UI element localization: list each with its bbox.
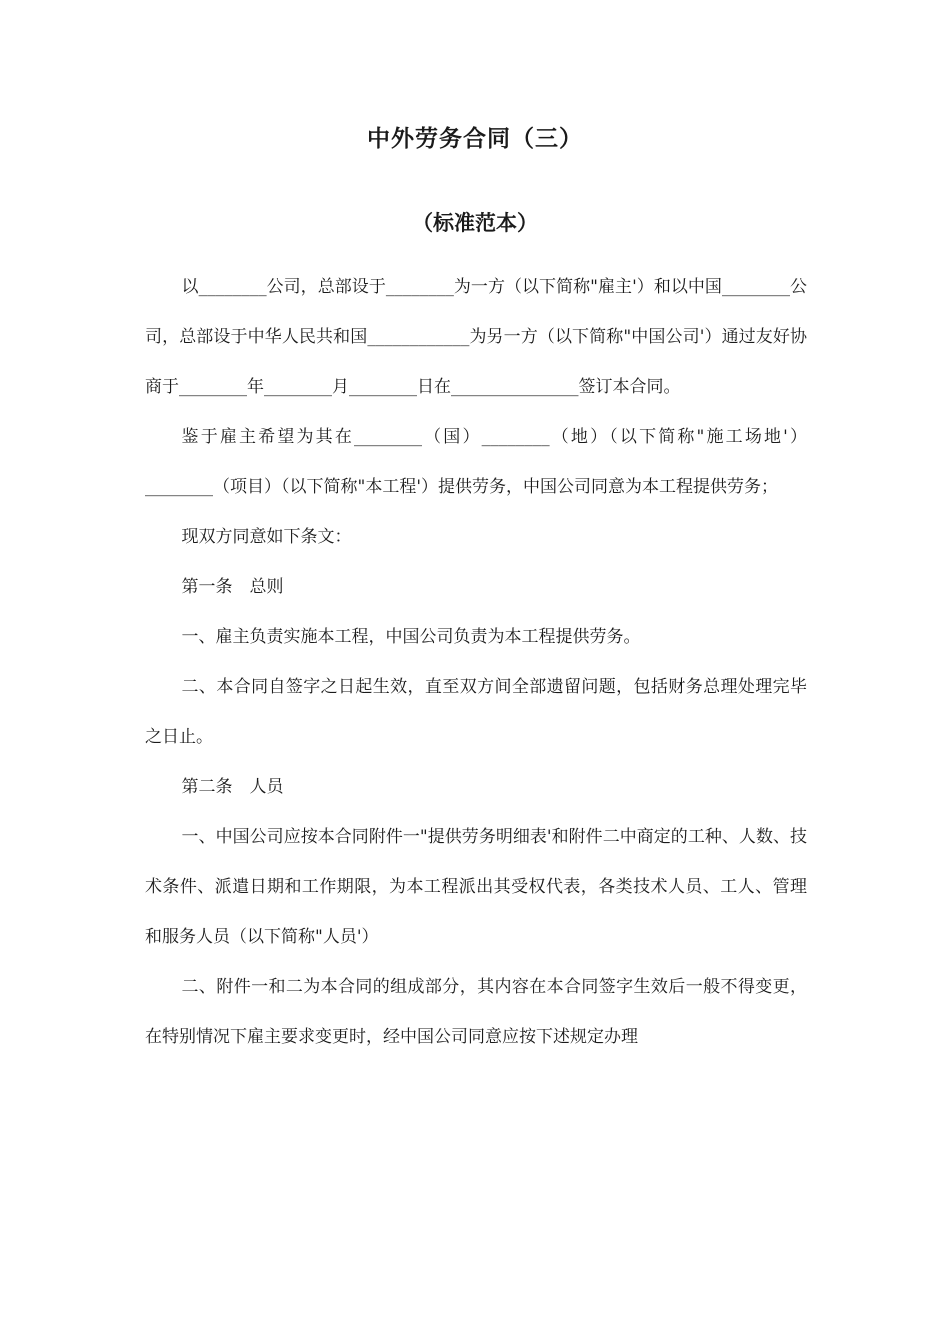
document-title: 中外劳务合同（三） — [367, 126, 583, 152]
paragraph-recital: 鉴于雇主希望为其在________（国）________（地）（以下简称"施工场地'）________（项目）（以下简称"本工程'）提供劳务，中国公司同意为本工程提供劳务； — [145, 427, 807, 497]
article-1-clause-1: 一、雇主负责实施本工程，中国公司负责为本工程提供劳务。 — [181, 627, 641, 647]
article-1-clause-2: 二、本合同自签字之日起生效，直至双方间全部遗留问题，包括财务总理处理完毕之日止。 — [145, 677, 807, 747]
paragraph-agreement: 现双方同意如下条文： — [181, 527, 352, 547]
paragraph-preamble: 以________公司，总部设于________为一方（以下简称"雇主'）和以中国________公司，总部设于中华人民共和国____________为另一方（以下简称"中国公司'）通过友好协商于________年________月________日在_______________签订本合同。 — [145, 277, 807, 397]
article-2-clause-2: 二、附件一和二为本合同的组成部分，其内容在本合同签字生效后一般不得变更，在特别情况下雇主要求变更时，经中国公司同意应按下述规定办理 — [145, 977, 807, 1047]
article-heading-2: 第二条 人员 — [181, 777, 284, 797]
document-subtitle: （标准范本） — [412, 211, 538, 235]
article-2-clause-1: 一、中国公司应按本合同附件一"提供劳务明细表'和附件二中商定的工种、人数、技术条件、派遣日期和工作期限，为本工程派出其受权代表，各类技术人员、工人、管理和服务人员（以下简称"人员'） — [145, 827, 807, 947]
document-body — [145, 262, 807, 1062]
article-heading-1: 第一条 总则 — [181, 577, 284, 597]
